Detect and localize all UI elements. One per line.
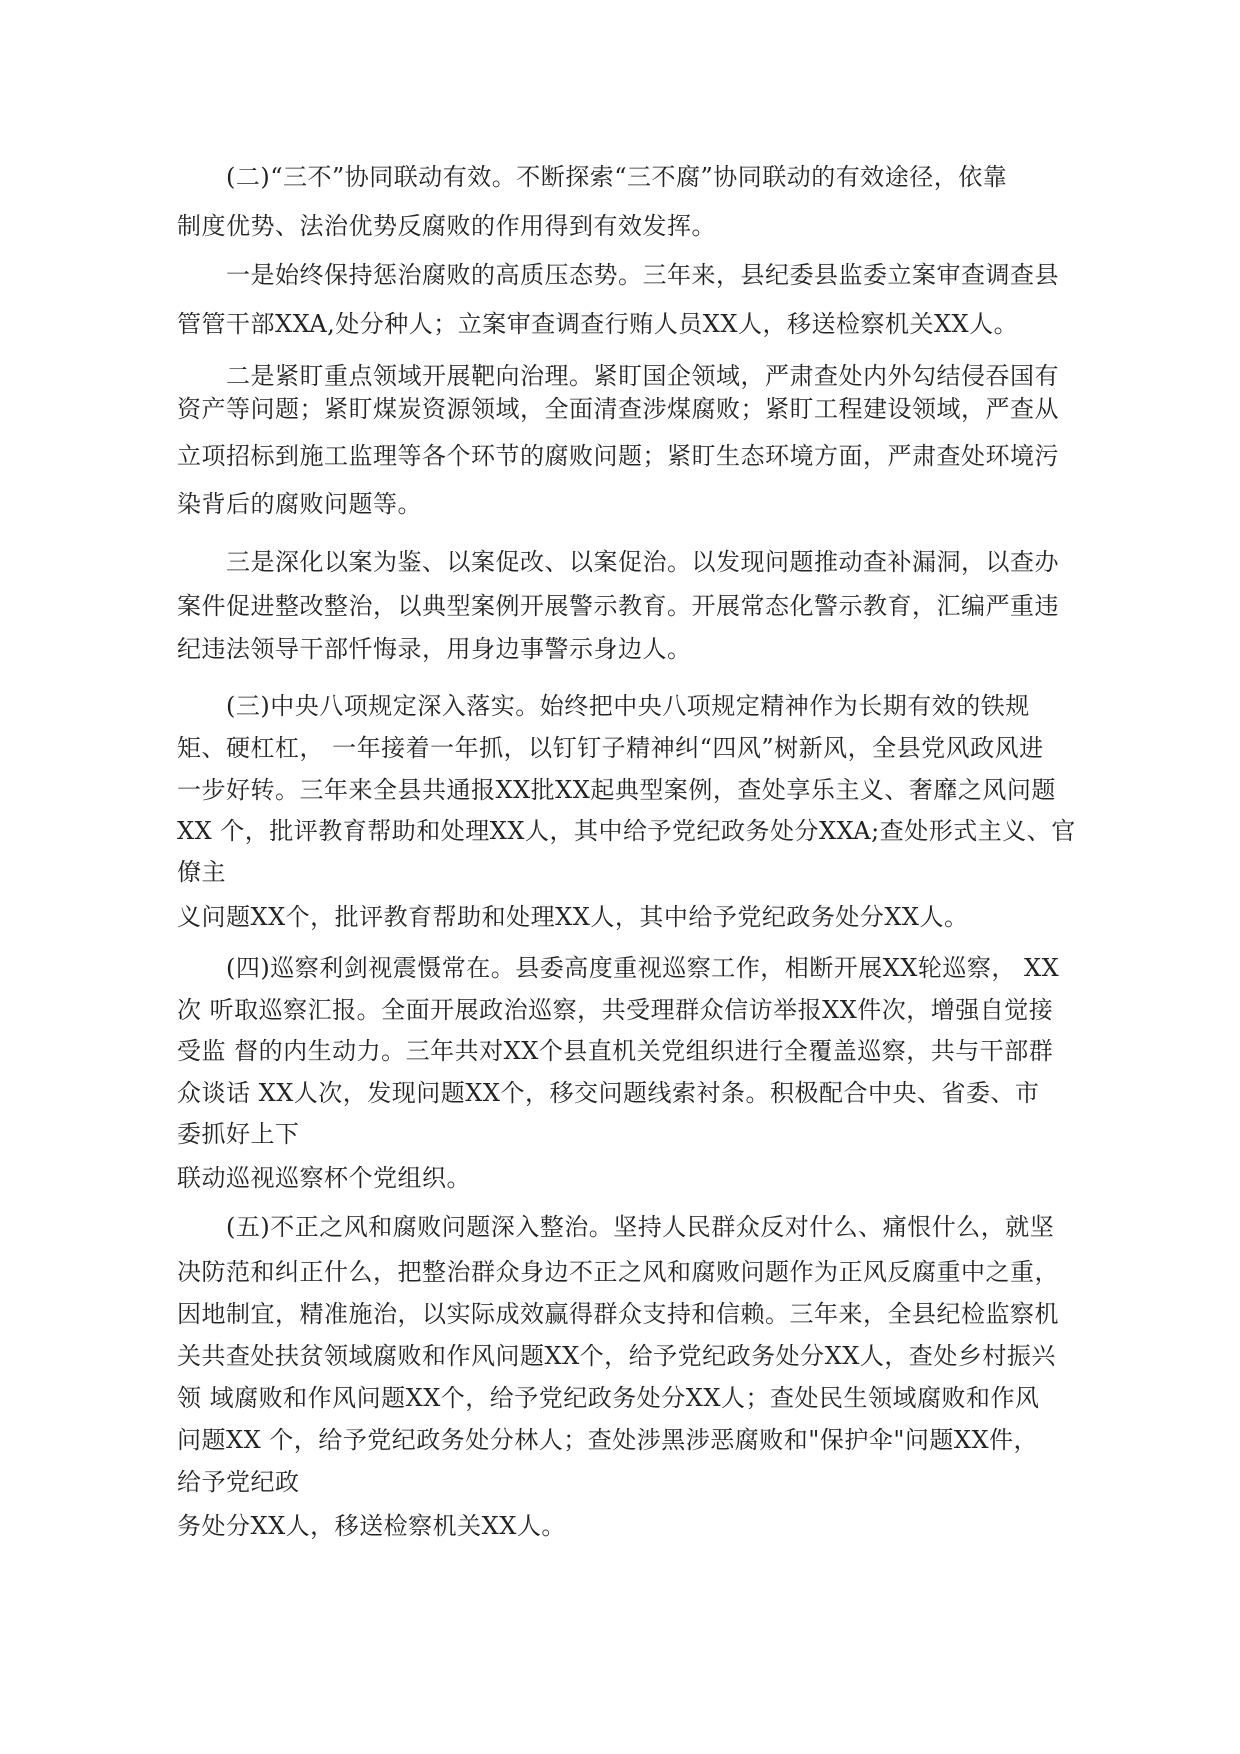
text-line: 纪违法领导干部忏悔录，用身边事警示身边人。 [177,635,692,663]
text-line: 一步好转。三年来全县共通报XX批XX起典型案例，查处享乐主义、奢靡之风问题 [177,776,1056,804]
text-line: 管管干部XXA,处分种人；立案审查调查行贿人员XX人，移送检察机关XX人。 [177,310,1019,338]
text-line: 领 域腐败和作风问题XX个，给予党纪政务处分XX人；查处民生领域腐败和作风 [177,1384,1040,1412]
text-line: 问题XX 个，给予党纪政务处分林人；查处涉黑涉恶腐败和"保护伞"问题XX件， [177,1426,1039,1454]
text-line: 决防范和纠正什么，把整治群众身边不正之风和腐败问题作为正风反腐重中之重， [177,1258,1059,1286]
text-line: 案件促进整改整治，以典型案例开展警示教育。开展常态化警示教育，汇编严重违 [177,592,1059,620]
text-line: (四)巡察利剑视震慑常在。县委高度重视巡察工作，相断开展XX轮巡察， XX [226,954,1060,982]
text-line: 委抓好上下 [177,1120,300,1148]
text-line: 务处分XX人，移送检察机关XX人。 [177,1512,566,1540]
text-line: 关共查处扶贫领域腐败和作风问题XX个，给予党纪政务处分XX人，查处乡村振兴 [177,1342,1056,1370]
text-line: 一是始终保持惩治腐败的高质压态势。三年来，县纪委县监委立案审查调查县 [226,261,1059,289]
text-line: 联动巡视巡察杯个党组织。 [177,1164,471,1192]
text-line: (三)中央八项规定深入落实。始终把中央八项规定精神作为长期有效的铁规 [226,692,1030,720]
text-line: 因地制宜，精准施治，以实际成效赢得群众支持和信赖。三年来，全县纪检监察机 [177,1300,1059,1328]
text-line: (五)不正之风和腐败问题深入整治。坚持人民群众反对什么、痛恨什么，就坚 [226,1213,1055,1241]
text-line: 制度优势、法治优势反腐败的作用得到有效发挥。 [177,212,716,240]
text-line: 三是深化以案为鉴、以案促改、以案促治。以发现问题推动查补漏洞，以查办 [226,548,1059,576]
text-line: 众谈话 XX人次，发现问题XX个，移交问题线索衬条。积极配合中央、省委、市 [177,1079,1040,1107]
text-line: 二是紧盯重点领域开展靶向治理。紧盯国企领域，严肃查处内外勾结侵吞国有 [226,362,1059,390]
text-line: (二)“三不”协同联动有效。不断探索“三不腐”协同联动的有效途径，依靠 [226,163,1008,191]
text-line: XX 个，批评教育帮助和处理XX人，其中给予党纪政务处分XXA;查处形式主义、官 [177,817,1076,845]
text-line: 给予党纪政 [177,1468,300,1496]
text-line: 僚主 [177,858,226,886]
text-line: 受监 督的内生动力。三年共对XX个县直机关党组织进行全覆盖巡察，共与干部群 [177,1037,1054,1065]
text-line: 次 听取巡察汇报。全面开展政治巡察，共受理群众信访举报XX件次，增强自觉接 [177,996,1054,1024]
text-line: 染背后的腐败问题等。 [177,490,422,518]
text-line: 矩、硬杠杠， 一年接着一年抓，以钉钉子精神纠“四风”树新风，全县党风政风进 [177,734,1044,762]
text-line: 义问题XX个，批评教育帮助和处理XX人，其中给予党纪政务处分XX人。 [177,903,969,931]
text-line: 资产等问题；紧盯煤炭资源领域，全面清查涉煤腐败；紧盯工程建设领域，严查从 [177,395,1059,423]
text-line: 立项招标到施工监理等各个环节的腐败问题；紧盯生态环境方面，严肃查处环境污 [177,442,1059,470]
